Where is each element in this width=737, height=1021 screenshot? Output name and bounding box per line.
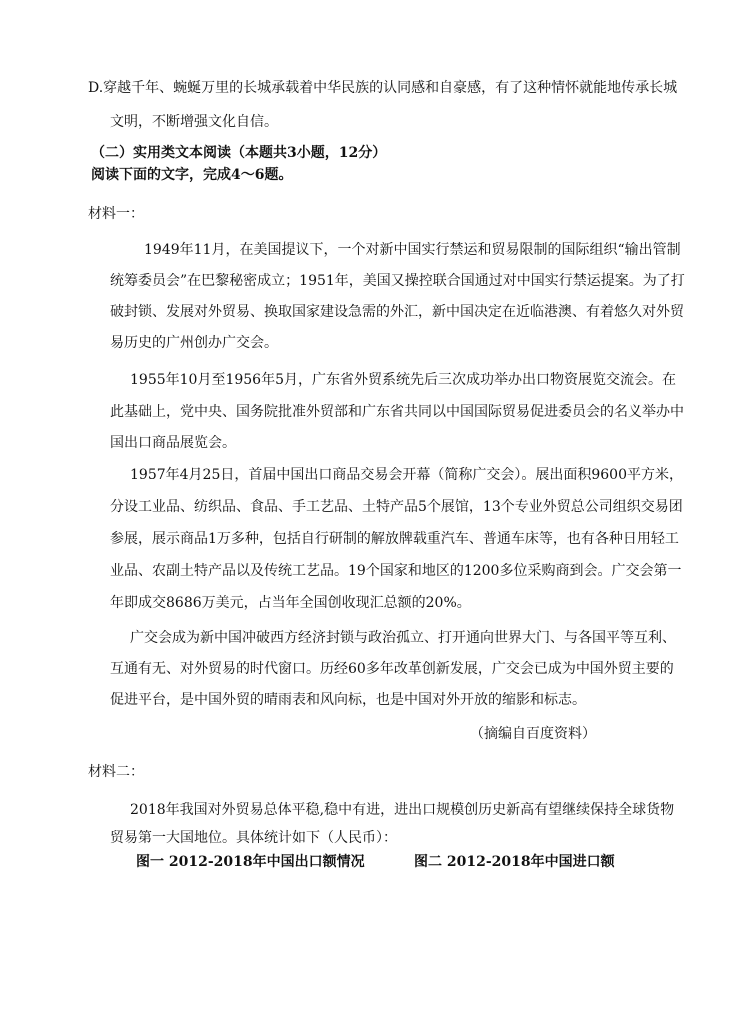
material-1-p1-line-1: 1949年11月，在美国提议下，一个对新中国实行禁运和贸易限制的国际组织“输出管制 xyxy=(144,242,681,258)
figure-2-caption: 图二 2012-2018年中国进口额 xyxy=(414,854,615,870)
material-1-p1-line-4: 易历史的广州创办广交会。 xyxy=(110,335,278,351)
material-1-source: （摘编自百度资料） xyxy=(470,726,596,742)
material-2-p1-line-1: 2018年我国对外贸易总体平稳,稳中有进，进出口规模创历史新高有望继续保持全球货物 xyxy=(130,802,675,818)
material-1-p3-line-3: 参展，展示商品1万多种，包括自行研制的解放牌载重汽车、普通车床等，也有各种日用轻工 xyxy=(110,531,679,547)
material-1-p1-line-2: 统筹委员会”在巴黎秘密成立；1951年，美国又操控联合国通过对中国实行禁运提案。为了打 xyxy=(110,273,685,289)
material-2-p1-line-2: 贸易第一大国地位。具体统计如下（人民币）： xyxy=(110,830,397,846)
material-1-p4-line-3: 促进平台，是中国外贸的晴雨表和风向标，也是中国对外开放的缩影和标志。 xyxy=(110,692,586,708)
material-1-p2-line-1: 1955年10月至1956年5月，广东省外贸系统先后三次成功举办出口物资展览交流会。在 xyxy=(130,372,676,388)
material-1-p3-line-4: 业品、农副土特产品以及传统工艺品。19个国家和地区的1200多位采购商到会。广交会第一 xyxy=(110,563,682,579)
material-1-label: 材料一： xyxy=(88,206,144,222)
section-heading: （二）实用类文本阅读（本题共3小题，12分） xyxy=(91,145,387,161)
material-1-p2-line-3: 国出口商品展览会。 xyxy=(110,435,236,451)
material-1-p2-line-2: 此基础上，党中央、国务院批准外贸部和广东省共同以中国国际贸易促进委员会的名义举办中 xyxy=(110,404,684,420)
material-1-p4-line-1: 广交会成为新中国冲破西方经济封锁与政治孤立、打开通向世界大门、与各国平等互利、 xyxy=(130,630,676,646)
option-d-line-1: D.穿越千年、蜿蜒万里的长城承载着中华民族的认同感和自豪感，有了这种情怀就能地传承长城 xyxy=(88,80,678,96)
figure-1-caption: 图一 2012-2018年中国出口额情况 xyxy=(136,854,365,870)
section-instruction: 阅读下面的文字，完成4～6题。 xyxy=(91,167,293,183)
material-2-label: 材料二： xyxy=(88,764,144,780)
material-1-p3-line-1: 1957年4月25日，首届中国出口商品交易会开幕（简称广交会）。展出面积9600平方米， xyxy=(130,467,683,483)
material-1-p3-line-5: 年即成交8686万美元，占当年全国创收现汇总额的20%。 xyxy=(110,595,471,611)
material-1-p4-line-2: 互通有无、对外贸易的时代窗口。历经60多年改革创新发展，广交会已成为中国外贸主要的 xyxy=(110,661,674,677)
material-1-p1-line-3: 破封锁、发展对外贸易、换取国家建设急需的外汇，新中国决定在近临港澳、有着悠久对外贸 xyxy=(110,304,684,320)
material-1-p3-line-2: 分设工业品、纺织品、食品、手工艺品、土特产品5个展馆，13个专业外贸总公司组织交易团 xyxy=(110,499,683,515)
option-d-line-2: 文明，不断增强文化自信。 xyxy=(110,114,278,130)
